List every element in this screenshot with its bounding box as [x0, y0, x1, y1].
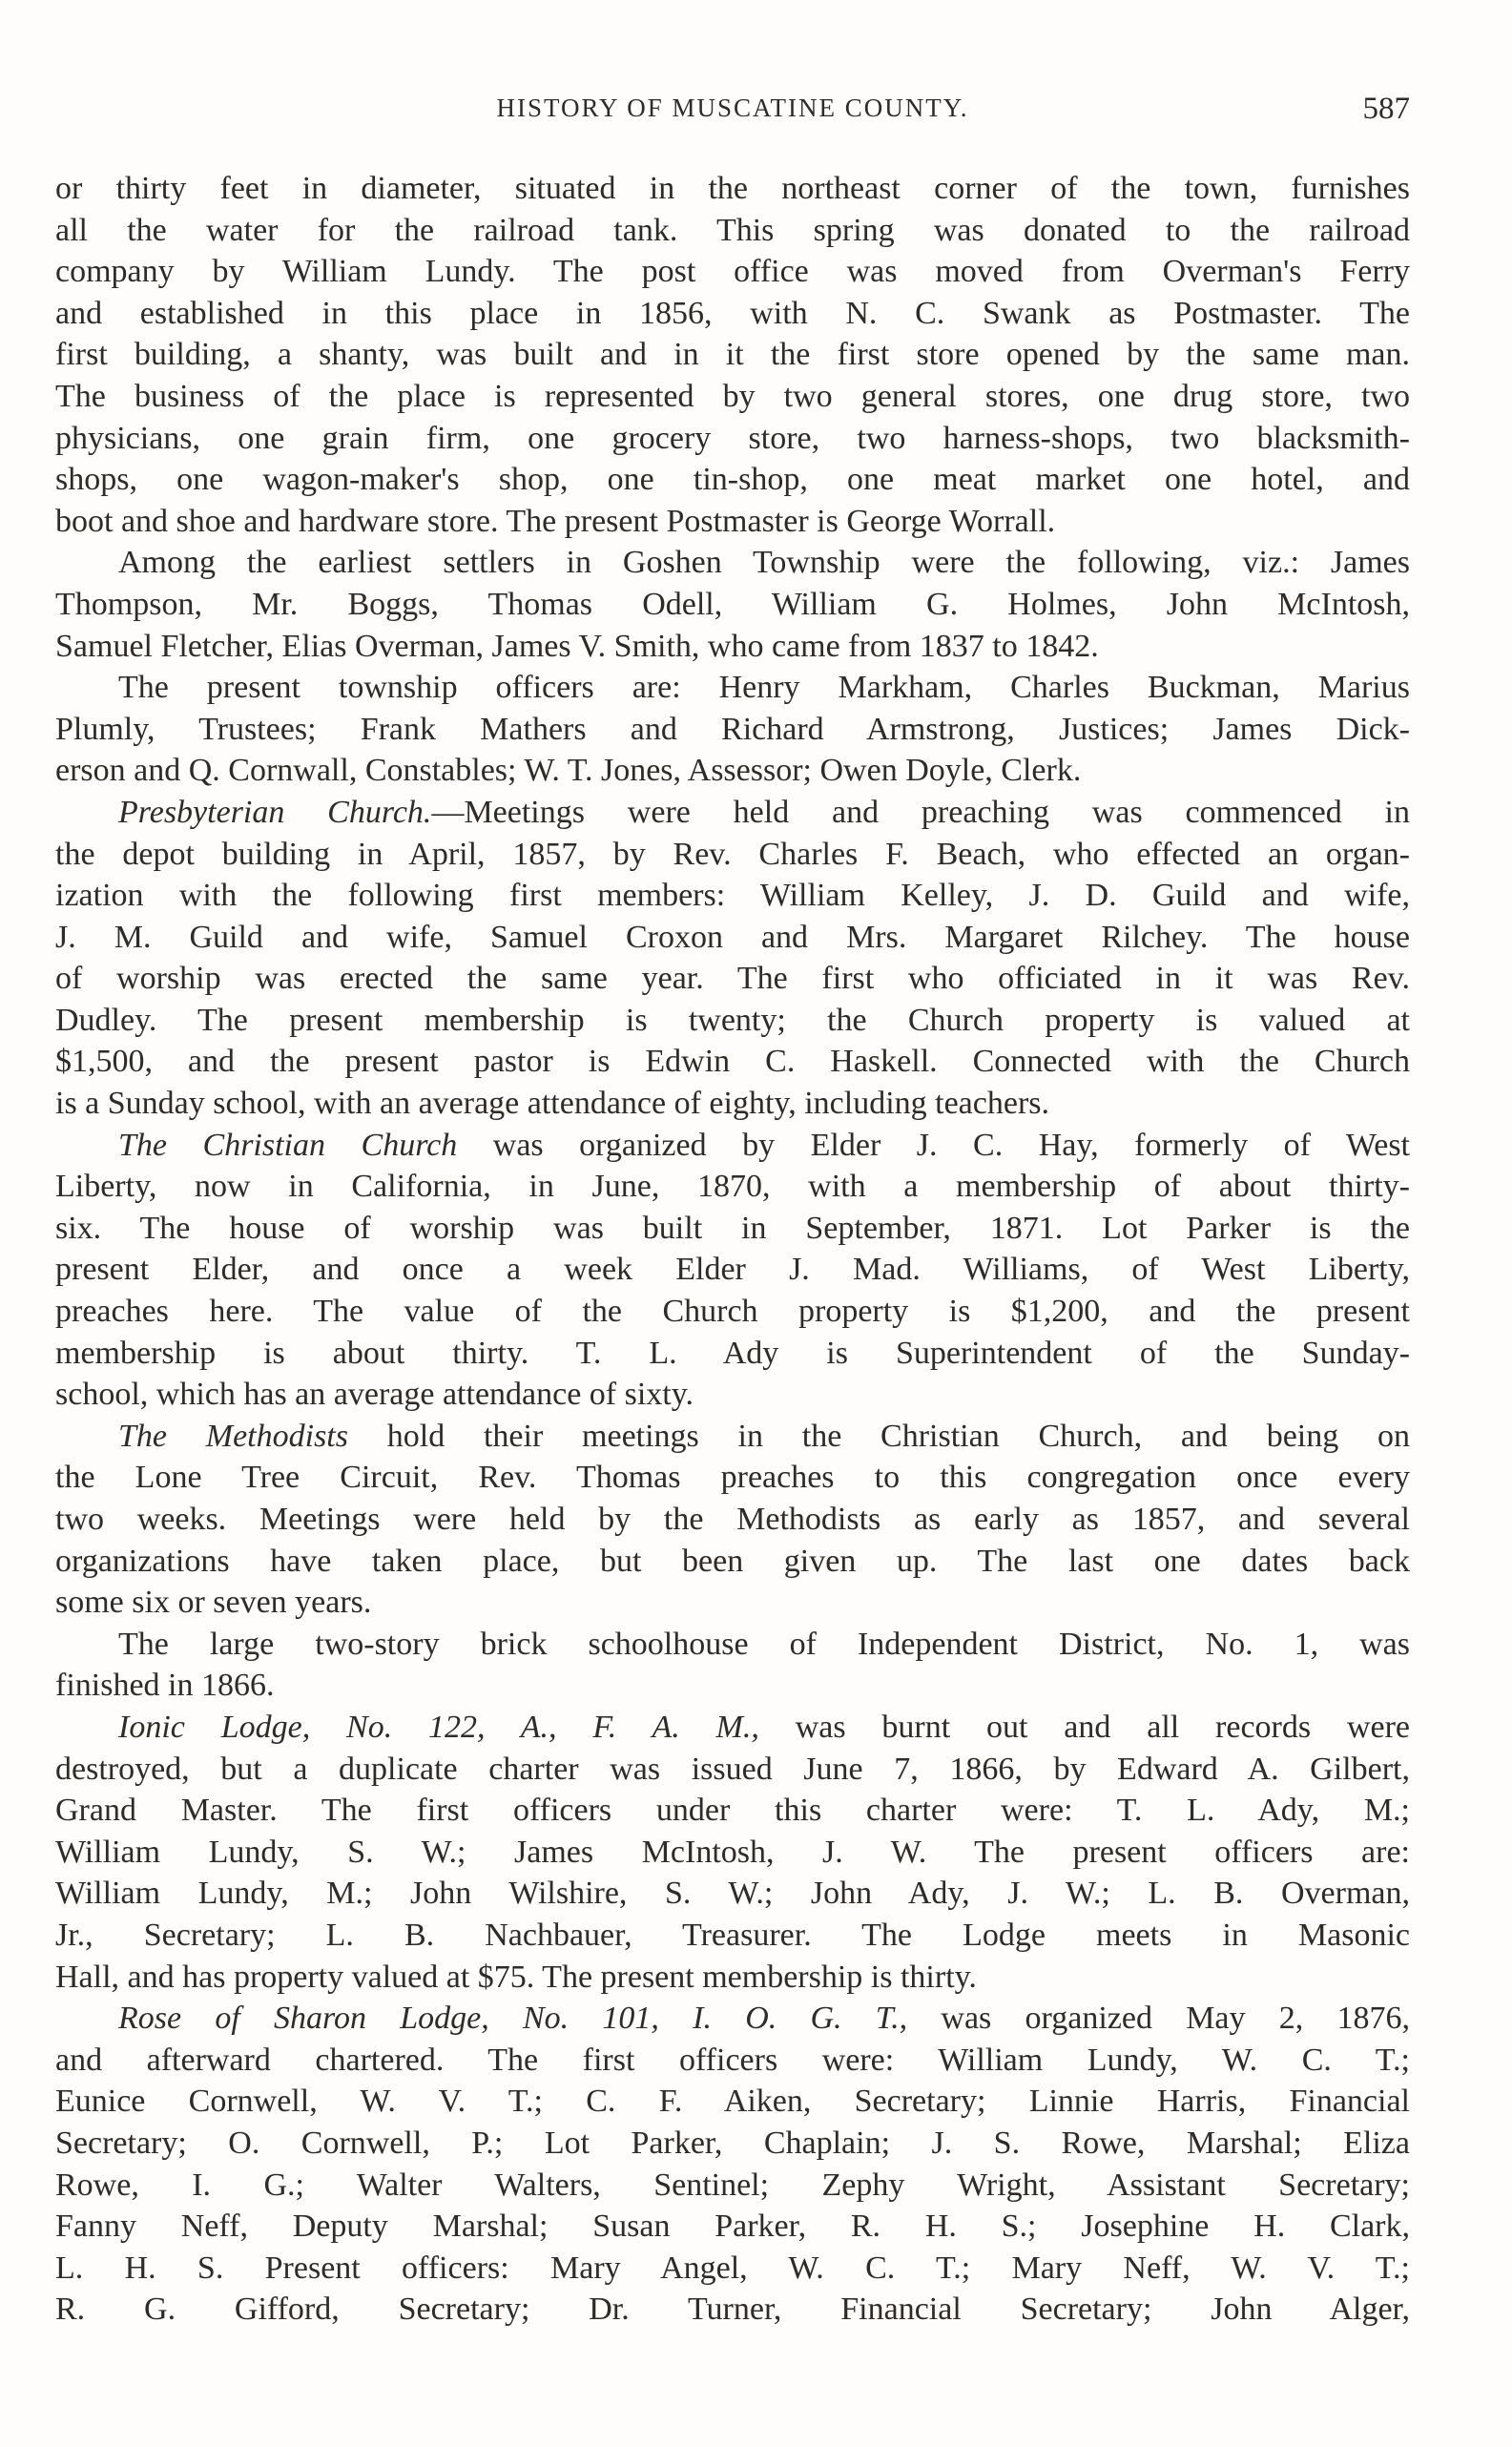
line-text: The large two-story brick schoolhouse of Independent District, No. 1, was	[118, 1626, 1410, 1662]
page-number: 587	[1362, 92, 1410, 126]
text-line	[55, 1166, 1410, 1208]
line-text: R. G. Gifford, Secretary; Dr. Turner, Financial Secretary; John Alger,	[55, 2291, 1410, 2328]
line-text: first building, a shanty, was built and in it the first store opened by the same man.	[55, 337, 1410, 373]
line-text: or thirty feet in diameter, situated in the northeast corner of the town, furnishes	[55, 171, 1410, 206]
text-line	[55, 1125, 1410, 1167]
line-text: the Lone Tree Circuit, Rev. Thomas preaches to this congregation once every	[55, 1460, 1410, 1496]
text-line	[55, 1208, 1410, 1250]
line-text: Eunice Cornwell, W. V. T.; C. F. Aiken, Secretary; Linnie Harris, Financial	[55, 2084, 1410, 2120]
text-line	[55, 1499, 1410, 1541]
line-text: the depot building in April, 1857, by Rev. Charles F. Beach, who effected an organ-	[55, 836, 1410, 872]
text-line	[55, 2123, 1410, 2165]
line-text: Fanny Neff, Deputy Marshal; Susan Parker, R. H. S.; Josephine H. Clark,	[55, 2209, 1410, 2245]
text-line	[55, 917, 1410, 959]
text-line	[55, 1749, 1410, 1791]
text-line	[55, 1249, 1410, 1291]
italic-heading: Presbyterian Church.	[118, 794, 432, 830]
line-text: and afterward chartered. The first officers were: William Lundy, W. C. T.;	[55, 2042, 1410, 2078]
text-line	[55, 1873, 1410, 1915]
text-line	[55, 2289, 1410, 2331]
line-text: all the water for the railroad tank. This spring was donated to the railroad	[55, 212, 1410, 248]
line-text: William Lundy, M.; John Wilshire, S. W.; John Ady, J. W.; L. B. Overman,	[55, 1876, 1410, 1912]
text-line	[55, 1957, 1410, 1999]
line-text: membership is about thirty. T. L. Ady is Superintendent of the Sunday-	[55, 1335, 1410, 1371]
line-text: some six or seven years.	[55, 1585, 372, 1621]
line-text: Among the earliest settlers in Goshen Township were the following, viz.: James	[118, 545, 1410, 581]
text-line	[55, 2040, 1410, 2082]
text-line	[55, 1624, 1410, 1666]
running-title: HISTORY OF MUSCATINE COUNTY.	[496, 93, 969, 122]
text-line	[55, 667, 1410, 709]
text-line	[55, 1832, 1410, 1874]
text-line	[55, 2165, 1410, 2207]
line-text: organizations have taken place, but been given up. The last one dates back	[55, 1543, 1410, 1579]
text-line	[55, 584, 1410, 626]
line-text: William Lundy, S. W.; James McIntosh, J. W. The present officers are:	[55, 1834, 1410, 1870]
text-line	[55, 542, 1410, 584]
line-text: J. M. Guild and wife, Samuel Croxon and Mrs. Margaret Rilchey. The house	[55, 919, 1410, 955]
text-line	[55, 1083, 1410, 1125]
line-text: school, which has an average attendance of sixty.	[55, 1377, 694, 1413]
text-line	[55, 1041, 1410, 1083]
line-text: Samuel Fletcher, Elias Overman, James V. Smith, who came from 1837 to 1842.	[55, 628, 1099, 664]
text-line	[55, 792, 1410, 834]
line-text: boot and shoe and hardware store. The present Postmaster is George Worrall.	[55, 503, 1056, 539]
line-text: present Elder, and once a week Elder J. Mad. Williams, of West Liberty,	[55, 1252, 1410, 1288]
text-line	[55, 1416, 1410, 1458]
line-text: finished in 1866.	[55, 1668, 275, 1704]
text-line	[55, 1374, 1410, 1416]
text-line	[55, 1665, 1410, 1707]
line-text: was organized May 2, 1876,	[907, 2001, 1410, 2037]
line-text: L. H. S. Present officers: Mary Angel, W. C. T.; Mary Neff, W. V. T.;	[55, 2250, 1410, 2286]
text-line	[55, 709, 1410, 751]
text-line	[55, 1707, 1410, 1749]
line-text: preaches here. The value of the Church property is $1,200, and the present	[55, 1294, 1410, 1330]
line-text: Jr., Secretary; L. B. Nachbauer, Treasurer. The Lodge meets in Masonic	[55, 1917, 1410, 1953]
text-line	[55, 626, 1410, 668]
text-line	[55, 1998, 1410, 2040]
italic-heading: Ionic Lodge, No. 122, A., F. A. M.,	[118, 1709, 759, 1745]
running-header	[55, 93, 1410, 135]
line-text: company by William Lundy. The post office was moved from Overman's Ferry	[55, 254, 1410, 290]
text-line	[55, 1333, 1410, 1375]
line-text: and established in this place in 1856, with N. C. Swank as Postmaster. The	[55, 295, 1410, 331]
line-text: Dudley. The present membership is twenty; the Church property is valued at	[55, 1002, 1410, 1038]
text-line	[55, 2248, 1410, 2290]
line-text: of worship was erected the same year. The first who officiated in it was Rev.	[55, 961, 1410, 997]
line-text: $1,500, and the present pastor is Edwin C. Haskell. Connected with the Church	[55, 1044, 1410, 1080]
text-line	[55, 834, 1410, 876]
text-line	[55, 293, 1410, 335]
line-text: Thompson, Mr. Boggs, Thomas Odell, William G. Holmes, John McIntosh,	[55, 586, 1410, 622]
body-text	[55, 168, 1410, 2331]
text-line	[55, 376, 1410, 418]
text-line	[55, 1790, 1410, 1832]
text-line	[55, 1457, 1410, 1499]
line-text: shops, one wagon-maker's shop, one tin-shop, one meat market one hotel, and	[55, 462, 1410, 498]
line-text: Liberty, now in California, in June, 1870, with a membership of about thirty-	[55, 1169, 1410, 1205]
line-text: —Meetings were held and preaching was commenced in	[431, 794, 1410, 830]
line-text: The present township officers are: Henry Markham, Charles Buckman, Marius	[118, 670, 1410, 706]
text-line	[55, 875, 1410, 917]
line-text: Grand Master. The first officers under this charter were: T. L. Ady, M.;	[55, 1793, 1410, 1829]
italic-heading: The Christian Church	[118, 1127, 458, 1163]
line-text: ization with the following first members: William Kelley, J. D. Guild and wife,	[55, 878, 1410, 914]
italic-heading: Rose of Sharon Lodge, No. 101, I. O. G. T.,	[118, 2001, 908, 2037]
text-line	[55, 1000, 1410, 1042]
line-text: Plumly, Trustees; Frank Mathers and Richard Armstrong, Justices; James Dick-	[55, 711, 1410, 747]
text-line	[55, 1915, 1410, 1957]
text-line	[55, 168, 1410, 210]
italic-heading: The Methodists	[118, 1418, 348, 1454]
text-line	[55, 210, 1410, 252]
text-line	[55, 251, 1410, 293]
line-text: Rowe, I. G.; Walter Walters, Sentinel; Zephy Wright, Assistant Secretary;	[55, 2167, 1410, 2203]
line-text: six. The house of worship was built in September, 1871. Lot Parker is the	[55, 1210, 1410, 1246]
line-text: destroyed, but a duplicate charter was issued June 7, 1866, by Edward A. Gilbert,	[55, 1751, 1410, 1787]
text-line	[55, 958, 1410, 1000]
line-text: erson and Q. Cornwall, Constables; W. T. Jones, Assessor; Owen Doyle, Clerk.	[55, 753, 1082, 789]
line-text: two weeks. Meetings were held by the Methodists as early as 1857, and several	[55, 1502, 1410, 1537]
line-text: Hall, and has property valued at $75. The present membership is thirty.	[55, 1959, 977, 1995]
line-text: physicians, one grain firm, one grocery store, two harness-shops, two blacksmith-	[55, 420, 1410, 456]
line-text: is a Sunday school, with an average attendance of eighty, including teachers.	[55, 1086, 1049, 1122]
line-text: The business of the place is represented by two general stores, one drug store, two	[55, 378, 1410, 414]
line-text: hold their meetings in the Christian Church, and being on	[347, 1418, 1410, 1454]
line-text: was burnt out and all records were	[758, 1709, 1410, 1745]
text-line	[55, 750, 1410, 792]
text-line	[55, 1541, 1410, 1583]
line-text: was organized by Elder J. C. Hay, formerly of West	[457, 1127, 1410, 1163]
text-line	[55, 459, 1410, 501]
text-line	[55, 2081, 1410, 2123]
text-line	[55, 334, 1410, 376]
line-text: Secretary; O. Cornwell, P.; Lot Parker, Chaplain; J. S. Rowe, Marshal; Eliza	[55, 2125, 1410, 2161]
text-line	[55, 418, 1410, 460]
text-line	[55, 501, 1410, 543]
text-line	[55, 1582, 1410, 1624]
text-line	[55, 2206, 1410, 2248]
text-line	[55, 1291, 1410, 1333]
